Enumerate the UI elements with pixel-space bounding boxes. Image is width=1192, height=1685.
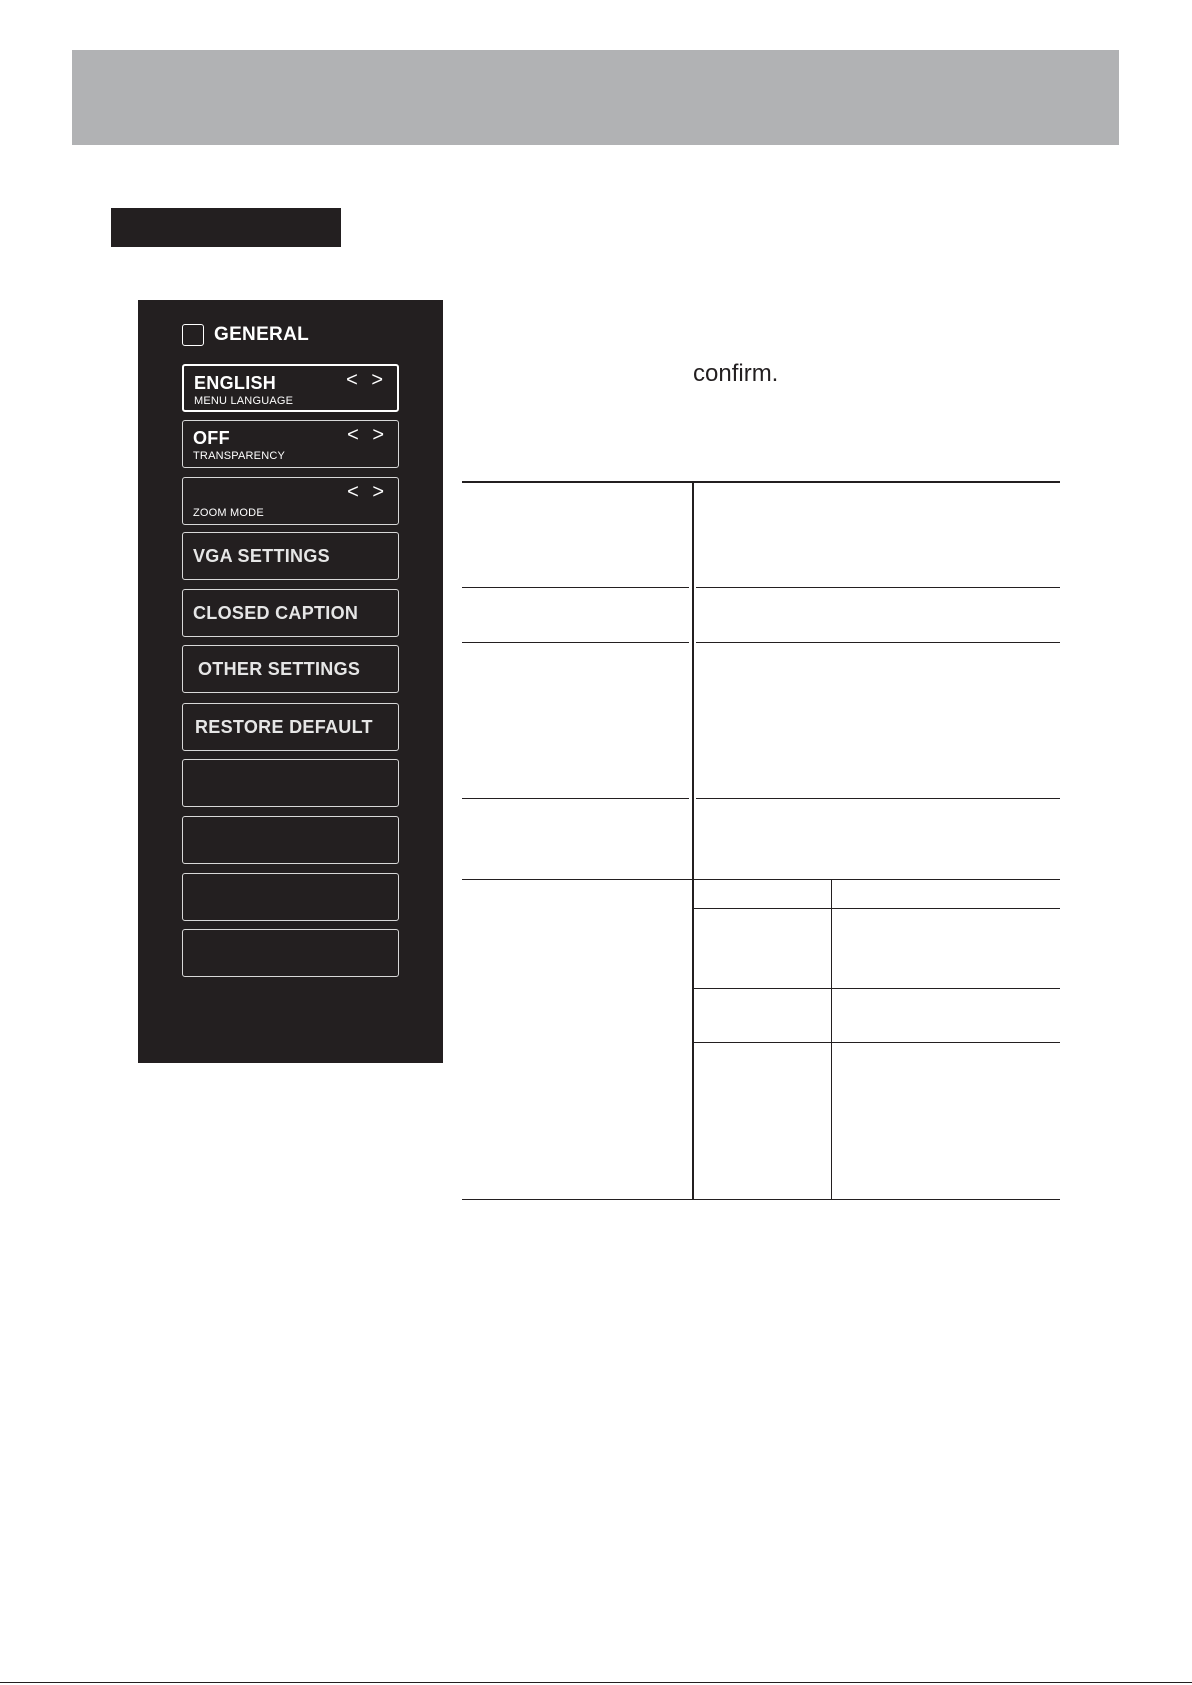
vga-settings-button[interactable] <box>182 532 399 580</box>
empty-menu-slot[interactable] <box>182 929 399 977</box>
table-row-rule <box>462 879 1060 880</box>
other-settings-button[interactable] <box>182 645 399 693</box>
menu-language-label: MENU LANGUAGE <box>194 395 294 407</box>
restore-default-label: RESTORE DEFAULT <box>195 717 373 737</box>
settings-menu-panel <box>138 300 443 1063</box>
subtable-row-rule <box>694 988 1060 989</box>
left-right-arrows-icon[interactable]: < > <box>347 424 388 446</box>
closed-caption-button[interactable] <box>182 589 399 637</box>
table-row-rule <box>462 587 689 588</box>
table-row-rule <box>696 798 1060 799</box>
empty-menu-slot[interactable] <box>182 816 399 864</box>
confirm-instruction-text: confirm. <box>693 360 779 387</box>
square-icon <box>182 324 204 346</box>
other-settings-label: OTHER SETTINGS <box>198 659 361 679</box>
transparency-value: OFF <box>193 428 230 448</box>
subtable-column-divider <box>831 879 832 1199</box>
zoom-mode-label: ZOOM MODE <box>193 507 264 519</box>
page-bottom-rule <box>0 1682 1192 1683</box>
vga-settings-label: VGA SETTINGS <box>193 546 330 566</box>
menu-title-label: GENERAL <box>214 324 309 345</box>
transparency-item[interactable] <box>182 420 399 468</box>
subtable-row-rule <box>694 908 1060 909</box>
table-row-rule <box>696 587 1060 588</box>
table-top-rule <box>462 481 1060 483</box>
left-right-arrows-icon[interactable]: < > <box>346 369 387 391</box>
table-row-rule <box>462 798 689 799</box>
section-tag <box>111 208 341 247</box>
zoom-mode-item[interactable] <box>182 477 399 525</box>
menu-title <box>182 322 309 348</box>
table-column-divider <box>692 481 694 1200</box>
empty-menu-slot[interactable] <box>182 759 399 807</box>
subtable-row-rule <box>694 1042 1060 1043</box>
empty-menu-slot[interactable] <box>182 873 399 921</box>
left-right-arrows-icon[interactable]: < > <box>347 481 388 503</box>
header-band <box>72 50 1119 145</box>
restore-default-button[interactable] <box>182 703 399 751</box>
menu-language-item[interactable] <box>182 364 399 412</box>
closed-caption-label: CLOSED CAPTION <box>193 603 359 623</box>
transparency-label: TRANSPARENCY <box>193 450 286 462</box>
table-bottom-rule <box>462 1199 1060 1200</box>
table-row-rule <box>462 642 689 643</box>
menu-language-value: ENGLISH <box>194 373 277 393</box>
table-row-rule <box>696 642 1060 643</box>
